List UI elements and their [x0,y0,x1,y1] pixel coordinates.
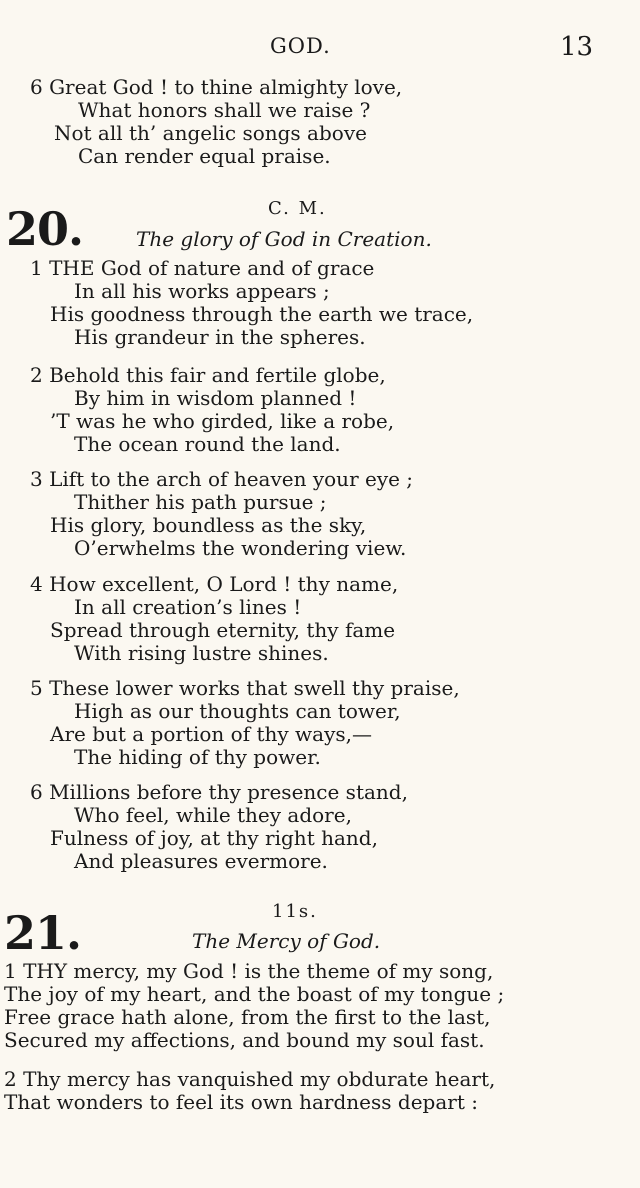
verse-line: Are but a portion of thy ways,— [50,722,373,746]
verse-line: And pleasures evermore. [74,849,328,873]
verse-line: ’T was he who girded, like a robe, [50,409,395,433]
verse-line: Thither his path pursue ; [74,490,327,514]
verse-line: The ocean round the land. [74,432,341,456]
verse-line: The joy of my heart, and the boast of my tongue ; [4,982,505,1006]
verse-line: 6 Great God ! to thine almighty love, [30,75,403,99]
verse-line: 5 These lower works that swell thy praise, [30,676,460,700]
hymn-number: 20. [6,202,84,256]
hymn-meter: 11s. [272,901,318,922]
verse-line: In all his works appears ; [74,279,330,303]
running-head: GOD. [270,34,331,58]
verse-line: High as our thoughts can tower, [74,699,401,723]
verse-line: Can render equal praise. [78,144,331,168]
verse-line: 6 Millions before thy presence stand, [30,780,408,804]
hymn-title: The Mercy of God. [192,929,381,953]
verse-line: In all creation’s lines ! [74,595,302,619]
verse-line: That wonders to feel its own hardness depart : [4,1090,478,1114]
hymn-meter: C. M. [268,198,327,219]
verse-line: By him in wisdom planned ! [74,386,357,410]
verse-line: 2 Behold this fair and fertile globe, [30,363,386,387]
verse-line: What honors shall we raise ? [78,98,371,122]
page-number: 13 [560,32,594,62]
verse-line: 1 THY mercy, my God ! is the theme of my song, [4,959,494,983]
verse-line: His glory, boundless as the sky, [50,513,367,537]
verse-line: O’erwhelms the wondering view. [74,536,407,560]
verse-line: 3 Lift to the arch of heaven your eye ; [30,467,414,491]
verse-line: His goodness through the earth we trace, [50,302,474,326]
hymn-number: 21. [4,906,82,960]
verse-line: Secured my affections, and bound my soul fast. [4,1028,485,1052]
verse-line: Spread through eternity, thy fame [50,618,396,642]
verse-line: Fulness of joy, at thy right hand, [50,826,378,850]
verse-line: 4 How excellent, O Lord ! thy name, [30,572,399,596]
verse-line: 1 THE God of nature and of grace [30,256,375,280]
verse-line: 2 Thy mercy has vanquished my obdurate heart, [4,1067,496,1091]
hymn-title: The glory of God in Creation. [136,227,432,251]
verse-line: His grandeur in the spheres. [74,325,366,349]
verse-line: The hiding of thy power. [74,745,321,769]
verse-line: With rising lustre shines. [74,641,329,665]
verse-line: Who feel, while they adore, [74,803,352,827]
verse-line: Free grace hath alone, from the first to the last, [4,1005,491,1029]
verse-line: Not all th’ angelic songs above [54,121,367,145]
